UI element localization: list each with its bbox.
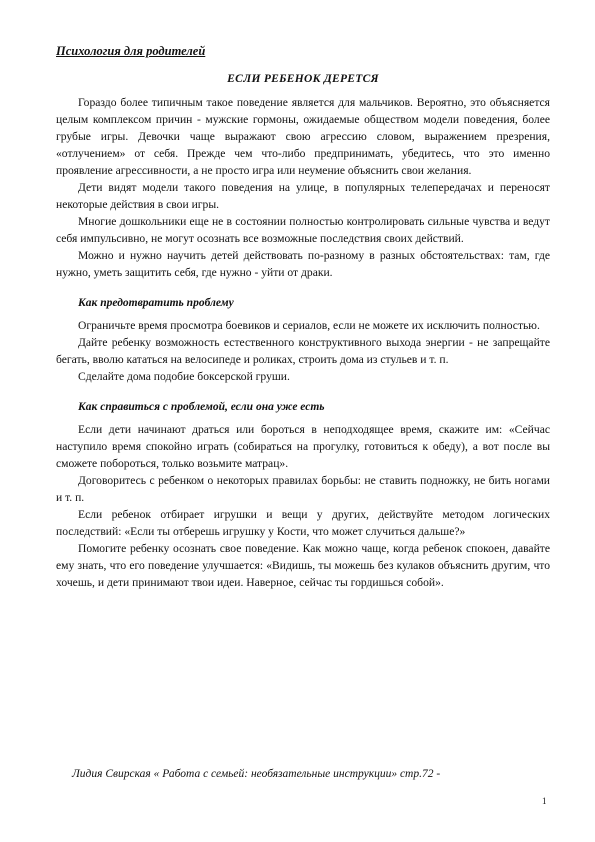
footer-citation: Лидия Свирская « Работа с семьей: необязательные инструкции» стр.72 - <box>72 768 441 780</box>
prevention-paragraph: Дайте ребенку возможность естественного конструктивного выхода энергии - не запрещайте бегать, вволю кататься на велосипеде и роликах, строить дома из стульев и т. п. <box>56 336 550 366</box>
section-heading-coping: Как справиться с проблемой, если она уже есть <box>78 401 325 413</box>
intro-paragraph: Гораздо более типичным такое поведение является для мальчиков. Вероятно, это объясняется целым комплексом причин - мужские гормоны, ожидаемые обществом модели поведения, более грубые игры. Девочки чаще выражают свою агрессию словом, выражением презрения, «отлучением» от себя. Прежде чем что-либо предпринимать, убедитесь, что это именно проявление агрессивности, а не просто игра или неумение объяснить свои желания. <box>56 96 550 177</box>
coping-paragraph: Если дети начинают драться или бороться в неподходящее время, скажите им: «Сейчас наступило время спокойно играть (собираться на прогулку, готовиться к обеду), а вот после вы сможете побороться, только возьмите матрац». <box>56 423 550 470</box>
section-heading-prevention: Как предотвратить проблему <box>78 297 234 309</box>
prevention-paragraph: Сделайте дома подобие боксерской груши. <box>78 370 290 383</box>
document-page <box>56 44 550 591</box>
coping-paragraph: Договоритесь с ребенком о некоторых правилах борьбы: не ставить подножку, не бить ногами и т. п. <box>56 474 550 504</box>
coping-paragraph: Если ребенок отбирает игрушки и вещи у других, действуйте методом логических последствий: «Если ты отберешь игрушку у Кости, что может случиться дальше?» <box>56 508 550 538</box>
coping-paragraph: Помогите ребенку осознать свое поведение. Как можно чаще, когда ребенок спокоен, давайте ему знать, что его поведение улучшается: «Видишь, ты можешь без кулаков объяснить другим, что хочешь, и дети принимают твои идеи. Наверное, сейчас ты гордишься собой». <box>56 542 550 589</box>
prevention-paragraph: Ограничьте время просмотра боевиков и сериалов, если не можете их исключить полностью. <box>78 319 540 332</box>
section-title: Психология для родителей <box>56 44 206 58</box>
page-number: 1 <box>542 796 547 806</box>
article-title: ЕСЛИ РЕБЕНОК ДЕРЕТСЯ <box>227 73 379 85</box>
intro-paragraph: Многие дошкольники еще не в состоянии полностью контролировать сильные чувства и ведут себя импульсивно, не могут осознать все возможные последствия своих действий. <box>56 215 550 245</box>
intro-paragraph: Можно и нужно научить детей действовать по-разному в разных обстоятельствах: там, где нужно, уметь защитить себя, где нужно - уйти от драки. <box>56 249 550 279</box>
intro-paragraph: Дети видят модели такого поведения на улице, в популярных телепередачах и переносят некоторые действия в свои игры. <box>56 181 550 211</box>
